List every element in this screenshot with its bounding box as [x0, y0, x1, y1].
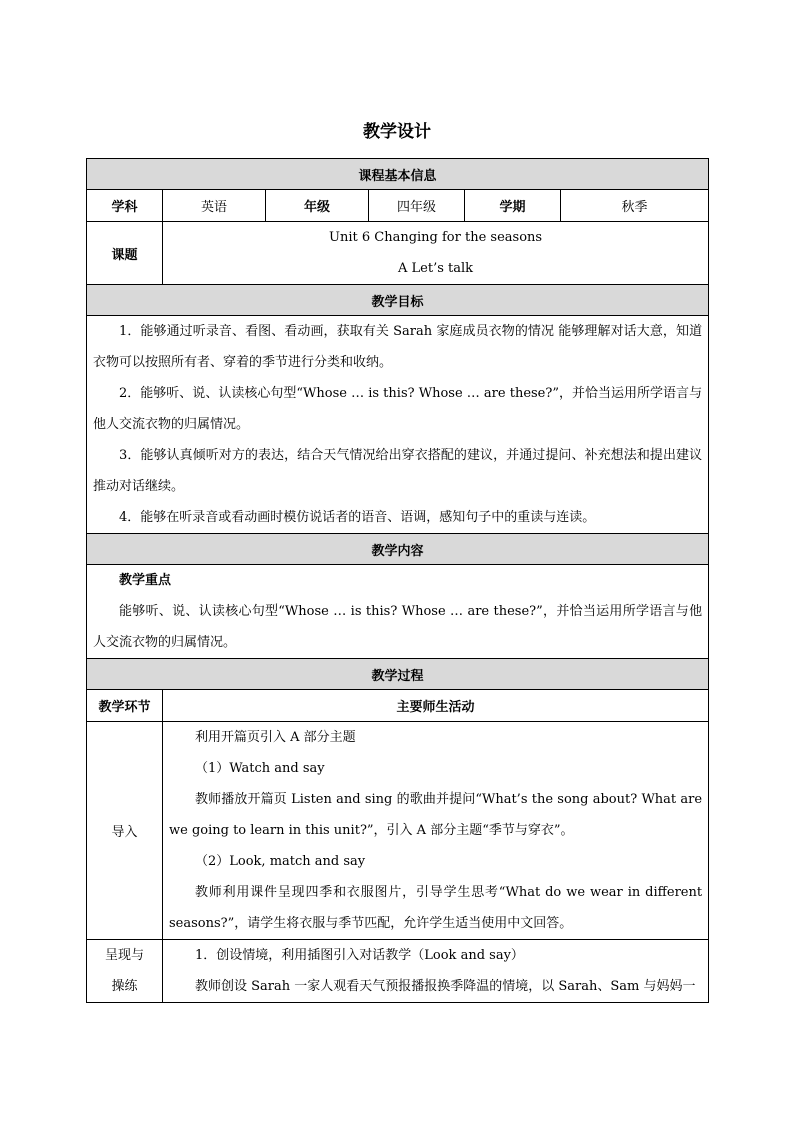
grade-value: 四年级 — [369, 190, 465, 222]
topic-label: 课题 — [87, 222, 163, 285]
activity-line: （2）Look, match and say — [195, 854, 366, 869]
objective-item: 1．能够通过听录音、看图、看动画，获取有关 Sarah 家庭成员衣物的情况 能够理解对话大意，知道衣物可以按照所有者、穿着的季节进行分类和收纳。 — [93, 324, 703, 370]
activity-line: 1．创设情境，利用插图引入对话教学（Look and say） — [195, 948, 524, 963]
lesson-plan-table — [86, 158, 709, 1003]
activity-line: 教师利用课件呈现四季和衣服图片，引导学生思考“What do we wear in different seasons?”，请学生将衣服与季节匹配，允许学生适当使用中文回答。 — [169, 885, 703, 931]
activity-presentation — [163, 940, 709, 1003]
activity-line: 教师播放开篇页 Listen and sing 的歌曲并提问“What’s the song about? What are we going to learn in this unit?”，引入 A 部分主题“季节与穿衣”。 — [169, 792, 703, 838]
objective-item: 3．能够认真倾听对方的表达，结合天气情况给出穿衣搭配的建议，并通过提问、补充想法和提出建议推动对话继续。 — [93, 448, 703, 494]
topic-line-2: A Let’s talk — [398, 261, 474, 276]
stage-line: 呈现与 — [104, 948, 144, 963]
activity-line: 教师创设 Sarah 一家人观看天气预报播报换季降温的情境，以 Sarah、Sam 与妈妈一 — [195, 979, 696, 994]
objectives-body — [87, 316, 709, 534]
term-value: 秋季 — [561, 190, 709, 222]
content-body — [87, 565, 709, 659]
subject-value: 英语 — [163, 190, 266, 222]
stage-intro: 导入 — [87, 722, 163, 940]
stage-line: 操练 — [111, 979, 138, 994]
topic-value — [163, 222, 709, 285]
basic-info-header: 课程基本信息 — [87, 159, 709, 190]
activity-line: 利用开篇页引入 A 部分主题 — [195, 730, 356, 745]
focus-label: 教学重点 — [119, 573, 172, 588]
stage-presentation — [87, 940, 163, 1003]
activity-line: （1）Watch and say — [195, 761, 325, 776]
subject-label: 学科 — [87, 190, 163, 222]
content-header: 教学内容 — [87, 534, 709, 565]
stage-column-header: 教学环节 — [87, 690, 163, 722]
topic-line-1: Unit 6 Changing for the seasons — [329, 230, 543, 245]
objective-item: 2．能够听、说、认读核心句型“Whose … is this? Whose … are these?”，并恰当运用所学语言与他人交流衣物的归属情况。 — [93, 386, 703, 432]
document-title: 教学设计 — [363, 122, 431, 142]
grade-label: 年级 — [266, 190, 369, 222]
activity-column-header: 主要师生活动 — [163, 690, 709, 722]
activity-intro — [163, 722, 709, 940]
objective-item: 4．能够在听录音或看动画时模仿说话者的语音、语调，感知句子中的重读与连读。 — [119, 510, 596, 525]
process-header: 教学过程 — [87, 659, 709, 690]
objectives-header: 教学目标 — [87, 285, 709, 316]
focus-text: 能够听、说、认读核心句型“Whose … is this? Whose … are these?”，并恰当运用所学语言与他人交流衣物的归属情况。 — [93, 604, 703, 650]
term-label: 学期 — [465, 190, 561, 222]
